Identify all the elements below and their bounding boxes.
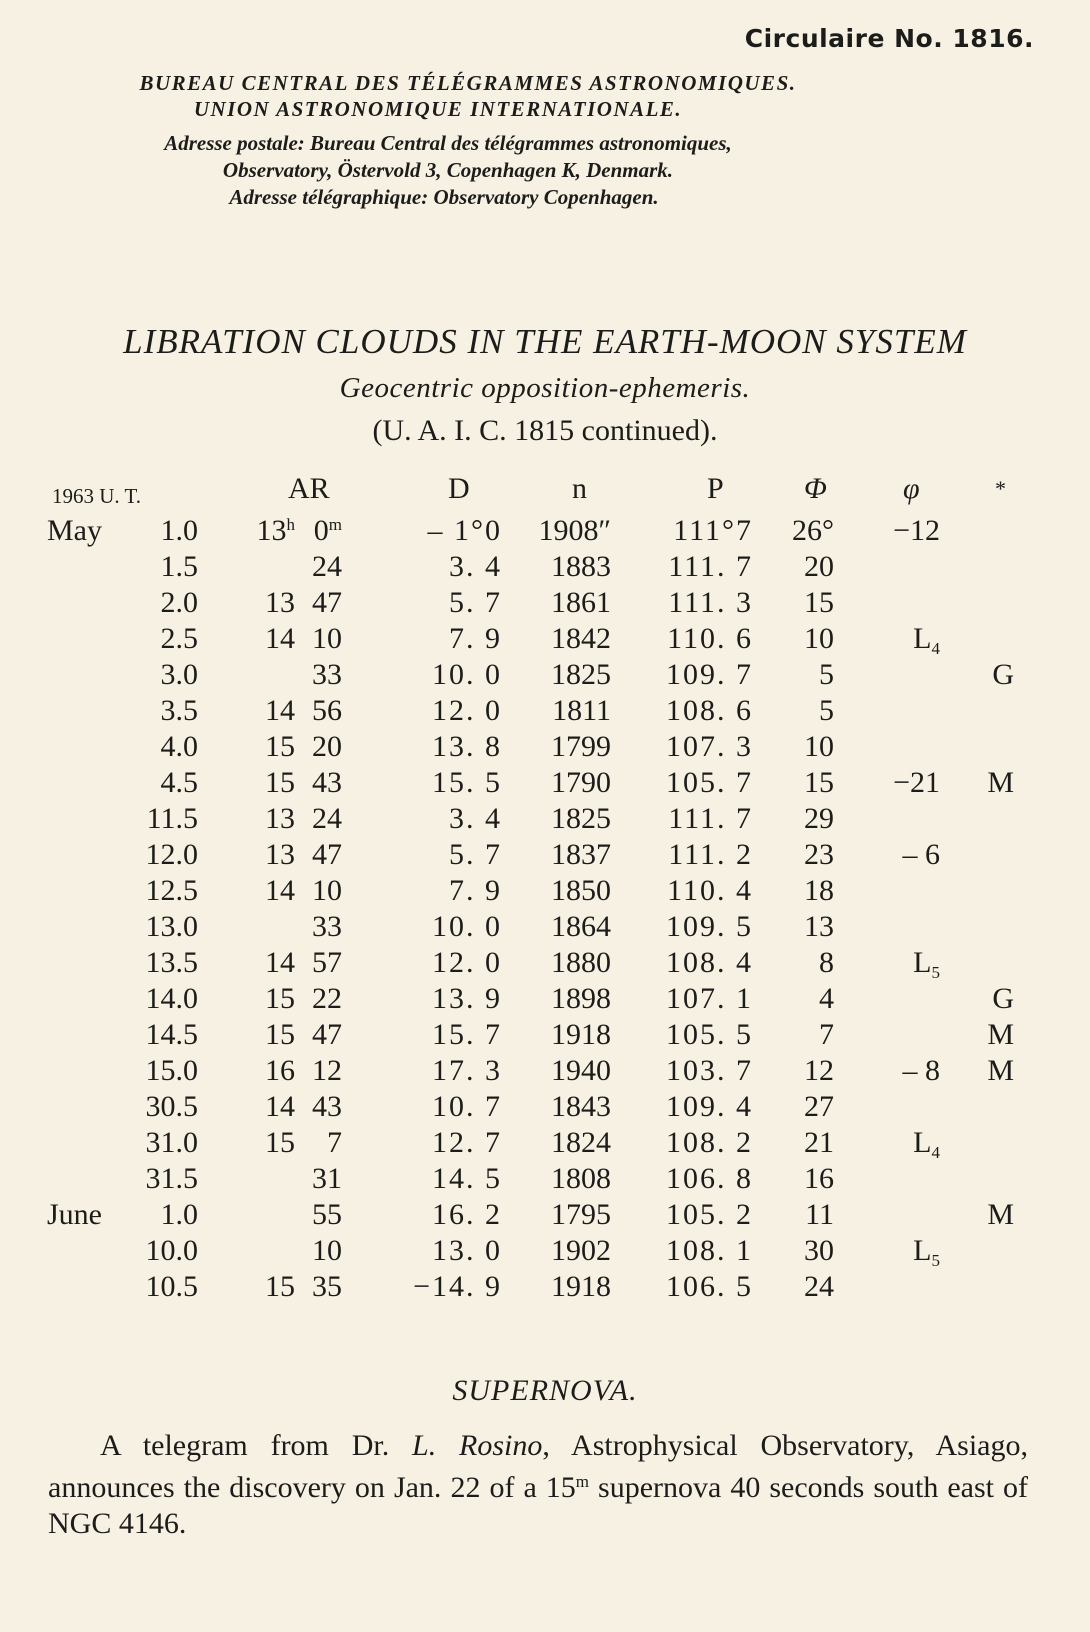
col-head-ar: AR [288, 472, 330, 505]
row-p: 109. 4 [666, 1090, 753, 1123]
row-p: 108. 1 [666, 1234, 753, 1267]
row-p: 108. 6 [666, 694, 753, 727]
supernova-text-a: A telegram from Dr. [100, 1429, 413, 1462]
row-varphi: $L_4$ [913, 1126, 940, 1162]
table-row [0, 1162, 1090, 1198]
row-ar-minutes: 47 [312, 1018, 342, 1051]
row-day: 13.5 [145, 946, 198, 979]
row-ar-hours: 15 [265, 982, 295, 1015]
row-day: 10.5 [145, 1270, 198, 1303]
row-phi: 10 [804, 622, 834, 655]
row-phi: 8 [819, 946, 834, 979]
row-n: 1825 [551, 658, 611, 691]
row-n: 1940 [551, 1054, 611, 1087]
row-declination: – 1°0 [427, 514, 502, 547]
row-ar-hours: 15 [265, 1018, 295, 1051]
row-phi: 5 [819, 658, 834, 691]
row-p: 111°7 [673, 514, 753, 547]
row-declination: 5. 7 [449, 586, 502, 619]
row-p: 108. 4 [666, 946, 753, 979]
table-row [0, 1054, 1090, 1090]
row-ar-minutes: 20 [312, 730, 342, 763]
article-continued-note: (U. A. I. C. 1815 continued). [372, 414, 718, 447]
row-declination: 14. 5 [432, 1162, 502, 1195]
supernova-title: SUPERNOVA. [452, 1374, 638, 1407]
row-ar-minutes: 35 [312, 1270, 342, 1303]
row-declination: 3. 4 [449, 802, 502, 835]
row-day: 11.5 [146, 802, 198, 835]
row-phi: 13 [804, 910, 834, 943]
row-p: 105. 7 [666, 766, 753, 799]
table-row [0, 694, 1090, 730]
observer-name: L. Rosino [412, 1429, 543, 1462]
row-p: 107. 1 [666, 982, 753, 1015]
row-month: June [47, 1198, 102, 1231]
row-phi: 21 [804, 1126, 834, 1159]
row-day: 14.0 [145, 982, 198, 1015]
row-n: 1898 [551, 982, 611, 1015]
lagrange-point-index: 5 [931, 1251, 940, 1270]
row-ar-minutes: 24 [312, 550, 342, 583]
col-head-date: 1963 U. T. [52, 484, 142, 508]
row-p: 105. 2 [666, 1198, 753, 1231]
row-ar-minutes: 33 [312, 658, 342, 691]
row-day: 1.0 [160, 514, 198, 547]
row-day: 12.0 [145, 838, 198, 871]
row-declination: 15. 7 [432, 1018, 502, 1051]
row-ar-minutes: 43 [312, 1090, 342, 1123]
row-ar-minutes: 10 [312, 874, 342, 907]
table-row [0, 730, 1090, 766]
table-row [0, 910, 1090, 946]
table-row [0, 1090, 1090, 1126]
row-phi: 24 [804, 1270, 834, 1303]
col-head-varphi: φ [903, 472, 920, 505]
row-month: May [47, 514, 102, 547]
row-n: 1795 [551, 1198, 611, 1231]
row-declination: 10. 7 [432, 1090, 502, 1123]
supernova-paragraph [48, 1428, 1028, 1542]
table-row [0, 802, 1090, 838]
row-declination: 12. 0 [432, 694, 502, 727]
col-head-n: n [572, 472, 587, 505]
lagrange-point-index: 4 [931, 1143, 940, 1162]
row-ar-hours: 15 [265, 1126, 295, 1159]
row-declination: 16. 2 [432, 1198, 502, 1231]
row-p: 109. 5 [666, 910, 753, 943]
row-ar-hours: 13 [265, 802, 295, 835]
row-p: 105. 5 [666, 1018, 753, 1051]
row-n: 1824 [551, 1126, 611, 1159]
row-n: 1825 [551, 802, 611, 835]
row-ar-hours: 16 [265, 1054, 295, 1087]
row-declination: 7. 9 [449, 874, 502, 907]
row-ar-minutes: 43 [312, 766, 342, 799]
table-row [0, 874, 1090, 910]
row-varphi: – 6 [902, 838, 940, 871]
table-row [0, 1198, 1090, 1234]
row-phi: 4 [819, 982, 834, 1015]
row-ar-minutes: 12 [312, 1054, 342, 1087]
lagrange-point-index: 4 [931, 639, 940, 658]
row-ar-minutes: 55 [312, 1198, 342, 1231]
row-n: 1883 [551, 550, 611, 583]
article-title: LIBRATION CLOUDS IN THE EARTH-MOON SYSTEM [123, 322, 967, 361]
row-n: 1843 [551, 1090, 611, 1123]
row-varphi: – 8 [902, 1054, 940, 1087]
row-star: M [987, 1054, 1014, 1087]
row-phi: 5 [819, 694, 834, 727]
row-n: 1799 [551, 730, 611, 763]
table-row [0, 982, 1090, 1018]
magnitude-unit: m [575, 1472, 590, 1491]
row-day: 4.0 [160, 730, 198, 763]
table-row [0, 622, 1090, 658]
row-ar-hours: 14 [265, 622, 295, 655]
row-day: 4.5 [160, 766, 198, 799]
row-star: G [992, 658, 1014, 691]
row-p: 110. 6 [667, 622, 753, 655]
row-phi: 10 [804, 730, 834, 763]
row-ar-hours: 13 [265, 586, 295, 619]
row-phi: 30 [804, 1234, 834, 1267]
row-ar-minutes: 57 [312, 946, 342, 979]
telegraphic-address: Adresse télégraphique: Observatory Copenhagen. [229, 185, 659, 209]
ephemeris-table [0, 514, 1090, 1306]
row-varphi: $L_4$ [913, 622, 940, 658]
time-unit-superscript: h [286, 515, 295, 534]
row-declination: 12. 0 [432, 946, 502, 979]
row-ar-hours: 15 [265, 766, 295, 799]
row-ar-hours: 13 [265, 838, 295, 871]
supernova-text-b: , Astrophysical Observatory, Asiago, announces the discovery on Jan. 22 of a 15 [48, 1429, 1028, 1504]
row-ar-minutes: 47 [312, 586, 342, 619]
row-declination: 10. 0 [432, 658, 502, 691]
row-p: 103. 7 [666, 1054, 753, 1087]
row-day: 2.0 [160, 586, 198, 619]
col-head-p: P [707, 472, 724, 505]
row-declination: 12. 7 [432, 1126, 502, 1159]
table-row [0, 586, 1090, 622]
circular-number: Circulaire No. 1816. [744, 24, 1034, 53]
row-n: 1837 [551, 838, 611, 871]
table-row [0, 658, 1090, 694]
row-p: 106. 5 [666, 1270, 753, 1303]
row-n: 1902 [551, 1234, 611, 1267]
row-ar-minutes: 47 [312, 838, 342, 871]
table-row [0, 946, 1090, 982]
row-ar-minutes: 7 [327, 1126, 342, 1159]
lagrange-point-index: 5 [931, 963, 940, 982]
table-row [0, 514, 1090, 550]
row-n: 1918 [551, 1270, 611, 1303]
row-p: 108. 2 [666, 1126, 753, 1159]
row-p: 111. 7 [668, 802, 753, 835]
table-row [0, 766, 1090, 802]
row-star: M [987, 1018, 1014, 1051]
row-ar-minutes: 31 [312, 1162, 342, 1195]
row-p: 107. 3 [666, 730, 753, 763]
row-day: 1.0 [160, 1198, 198, 1231]
col-head-star: * [995, 476, 1006, 501]
row-day: 31.5 [145, 1162, 198, 1195]
row-ar-hours: 14 [265, 694, 295, 727]
row-day: 30.5 [145, 1090, 198, 1123]
row-p: 111. 2 [668, 838, 753, 871]
row-ar-minutes: 10 [312, 1234, 342, 1267]
row-p: 109. 7 [666, 658, 753, 691]
row-varphi: −21 [893, 766, 940, 799]
postal-address-line1: Adresse postale: Bureau Central des télégrammes astronomiques, [164, 131, 732, 155]
row-n: 1850 [551, 874, 611, 907]
row-declination: 13. 9 [432, 982, 502, 1015]
col-head-phi: Φ [804, 472, 827, 505]
row-phi: 11 [805, 1198, 834, 1231]
row-declination: 13. 0 [432, 1234, 502, 1267]
row-declination: 10. 0 [432, 910, 502, 943]
row-phi: 12 [804, 1054, 834, 1087]
row-n: 1908″ [538, 514, 611, 547]
row-varphi: $L_5$ [913, 1234, 940, 1270]
row-declination: 15. 5 [432, 766, 502, 799]
row-star: M [987, 1198, 1014, 1231]
row-phi: 27 [804, 1090, 834, 1123]
row-n: 1918 [551, 1018, 611, 1051]
row-ar-minutes: 0$^m$ [313, 514, 342, 547]
postal-address-line2: Observatory, Östervold 3, Copenhagen K, Denmark. [222, 158, 674, 182]
row-day: 3.5 [160, 694, 198, 727]
row-ar-hours: 13$^h$ [256, 514, 295, 547]
row-phi: 15 [804, 586, 834, 619]
row-day: 1.5 [160, 550, 198, 583]
row-p: 110. 4 [667, 874, 753, 907]
row-varphi: $L_5$ [913, 946, 940, 982]
row-p: 111. 7 [668, 550, 753, 583]
row-phi: 15 [804, 766, 834, 799]
row-declination: 5. 7 [449, 838, 502, 871]
table-row [0, 550, 1090, 586]
row-day: 12.5 [145, 874, 198, 907]
bureau-name: BUREAU CENTRAL DES TÉLÉGRAMMES ASTRONOMIQUES. [139, 71, 797, 95]
row-p: 111. 3 [668, 586, 753, 619]
row-star: M [987, 766, 1014, 799]
supernova-text-c: supernova 40 seconds south east of NGC 4146. [48, 1471, 1028, 1540]
row-phi: 23 [804, 838, 834, 871]
row-day: 10.0 [145, 1234, 198, 1267]
row-phi: 16 [804, 1162, 834, 1195]
row-declination: 17. 3 [432, 1054, 502, 1087]
table-row [0, 838, 1090, 874]
row-n: 1790 [551, 766, 611, 799]
row-ar-minutes: 56 [312, 694, 342, 727]
row-p: 106. 8 [666, 1162, 753, 1195]
row-day: 31.0 [145, 1126, 198, 1159]
row-day: 3.0 [160, 658, 198, 691]
row-n: 1808 [551, 1162, 611, 1195]
row-ar-minutes: 10 [312, 622, 342, 655]
row-phi: 29 [804, 802, 834, 835]
row-star: G [992, 982, 1014, 1015]
row-ar-minutes: 24 [312, 802, 342, 835]
row-n: 1880 [551, 946, 611, 979]
row-ar-minutes: 22 [312, 982, 342, 1015]
row-n: 1861 [551, 586, 611, 619]
table-row [0, 1126, 1090, 1162]
table-row [0, 1018, 1090, 1054]
article-subtitle: Geocentric opposition-ephemeris. [339, 372, 751, 404]
row-day: 13.0 [145, 910, 198, 943]
row-day: 2.5 [160, 622, 198, 655]
row-varphi: −12 [893, 514, 940, 547]
row-n: 1811 [552, 694, 611, 727]
col-head-d: D [448, 472, 470, 505]
row-declination: 7. 9 [449, 622, 502, 655]
time-unit-superscript: m [328, 515, 342, 534]
row-declination: 13. 8 [432, 730, 502, 763]
row-phi: 26° [792, 514, 834, 547]
row-n: 1864 [551, 910, 611, 943]
row-ar-hours: 14 [265, 946, 295, 979]
row-day: 15.0 [145, 1054, 198, 1087]
row-declination: −14. 9 [413, 1270, 502, 1303]
row-ar-hours: 14 [265, 874, 295, 907]
row-ar-hours: 15 [265, 1270, 295, 1303]
table-row [0, 1270, 1090, 1306]
row-phi: 18 [804, 874, 834, 907]
row-phi: 7 [819, 1018, 834, 1051]
row-declination: 3. 4 [449, 550, 502, 583]
row-day: 14.5 [145, 1018, 198, 1051]
row-ar-hours: 14 [265, 1090, 295, 1123]
table-row [0, 1234, 1090, 1270]
row-ar-hours: 15 [265, 730, 295, 763]
row-phi: 20 [804, 550, 834, 583]
union-name: UNION ASTRONOMIQUE INTERNATIONALE. [193, 97, 683, 121]
row-ar-minutes: 33 [312, 910, 342, 943]
row-n: 1842 [551, 622, 611, 655]
